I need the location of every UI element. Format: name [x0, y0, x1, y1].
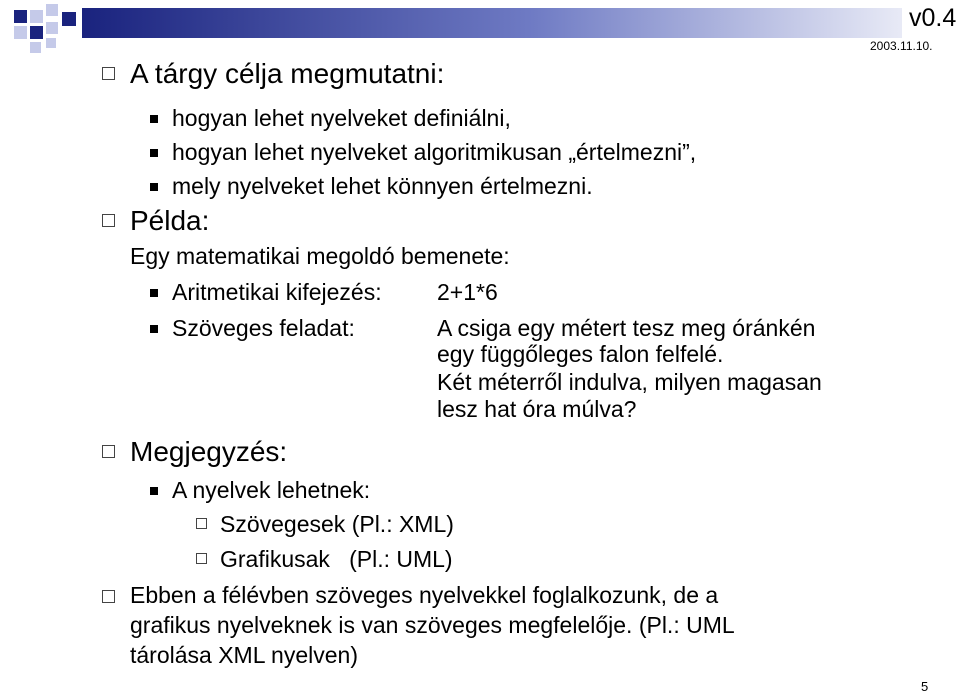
square-bullet-icon [150, 115, 158, 123]
hollow-bullet-icon [102, 445, 115, 458]
header-gradient-bar [82, 8, 902, 38]
hollow-bullet-icon [102, 214, 115, 227]
paragraph-line: Ebben a félévben szöveges nyelvekkel foglalkozunk, de a [130, 582, 719, 608]
list-item-label: Szöveges feladat: [172, 315, 355, 341]
header-square [30, 42, 41, 53]
hollow-bullet-icon [102, 67, 115, 80]
task-text-line: egy függőleges falon felfelé. [437, 341, 724, 367]
task-text-line: A csiga egy métert tesz meg óránkén [437, 315, 816, 341]
sub-list-item: Szövegesek (Pl.: XML) [220, 511, 454, 537]
header-square [46, 22, 58, 34]
hollow-bullet-icon [196, 553, 207, 564]
section-intro: Egy matematikai megoldó bemenete: [130, 243, 510, 269]
list-item: hogyan lehet nyelveket algoritmikusan „értelmezni”, [172, 139, 697, 165]
section-title: Megjegyzés: [130, 436, 288, 467]
header-square [30, 26, 43, 39]
section-title: Példa: [130, 205, 210, 236]
header-square [14, 10, 27, 23]
hollow-bullet-icon [196, 518, 207, 529]
version-label: v0.4 [909, 4, 957, 32]
task-text-line: lesz hat óra múlva? [437, 396, 637, 422]
square-bullet-icon [150, 325, 158, 333]
list-item: mely nyelveket lehet könnyen értelmezni. [172, 173, 593, 199]
square-bullet-icon [150, 149, 158, 157]
square-bullet-icon [150, 487, 158, 495]
paragraph-line: grafikus nyelveknek is van szöveges megfelelője. (Pl.: UML [130, 612, 735, 638]
task-text-line: Két méterről indulva, milyen magasan [437, 369, 822, 395]
square-bullet-icon [150, 183, 158, 191]
header-square [46, 38, 56, 48]
hollow-bullet-icon [102, 590, 115, 603]
list-item-value: 2+1*6 [437, 279, 498, 305]
date-label: 2003.11.10. [870, 39, 933, 53]
header-square [30, 10, 43, 23]
list-item: hogyan lehet nyelveket definiálni, [172, 105, 511, 131]
page-number: 5 [921, 679, 929, 694]
list-item-label: Aritmetikai kifejezés: [172, 279, 382, 305]
header-square [14, 26, 27, 39]
header-square [62, 12, 76, 26]
list-item: A nyelvek lehetnek: [172, 477, 371, 503]
paragraph-line: tárolása XML nyelven) [130, 642, 358, 668]
header-square [46, 4, 58, 16]
sub-list-item: Grafikusak (Pl.: UML) [220, 546, 453, 572]
section-title: A tárgy célja megmutatni: [130, 58, 445, 89]
square-bullet-icon [150, 289, 158, 297]
